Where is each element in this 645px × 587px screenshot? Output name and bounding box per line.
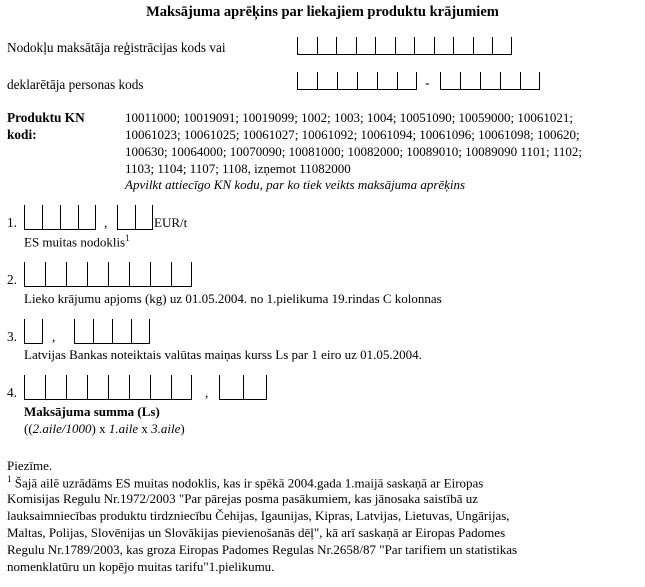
products-label-line2: kodi: xyxy=(7,127,37,142)
item-1-caption-text: ES muitas nodoklis xyxy=(24,234,126,250)
products-instruction: Apvilkt attiecīgo KN kodu, par ko tiek veikts maksājuma aprēķins xyxy=(125,177,466,192)
item-3-number: 3. xyxy=(7,329,17,344)
formula-part: 2.aile/1000 xyxy=(32,421,92,436)
item-2-number: 2. xyxy=(7,272,17,287)
products-codes-line: 10061023; 10061025; 10061027; 10061092; 10061094; 10061096; 10061098; 100620; xyxy=(125,127,580,142)
item-1-comma: , xyxy=(104,215,108,230)
item-1-number: 1. xyxy=(7,215,17,230)
note-line: Maltas, Polijas, Slovēnijas un Slovākijas pievienošanās dēļ", kā arī saskaņā ar Eiropas Padomes xyxy=(7,525,506,540)
products-codes-line: 10011000; 10019091; 10019099; 1002; 1003; 1004; 10051090; 10059000; 10061021; xyxy=(125,110,574,125)
tax-id-boxes[interactable] xyxy=(297,37,512,55)
item-2-boxes[interactable] xyxy=(24,262,192,287)
formula-part: 3.aile xyxy=(151,421,181,436)
item-3-integer-boxes[interactable] xyxy=(24,319,43,344)
note-heading: Piezīme. xyxy=(7,458,53,473)
products-codes-line: 100630; 10064000; 10070090; 10081000; 10082000; 10089010; 10089090 1101; 1102; xyxy=(125,144,582,159)
note-text: Šajā ailē uzrādāms ES muitas nodoklis, kas ir spēkā 2004.gada 1.maijā saskaņā ar Eiropas xyxy=(14,475,484,491)
note-line: Komisijas Regulu Nr.1972/2003 "Par pārejas posma pasākumiem, kas jānosaka saistībā uz xyxy=(7,491,479,506)
item-3-decimal-boxes[interactable] xyxy=(74,319,150,344)
item-4-caption: Maksājuma summa (Ls) xyxy=(24,404,160,419)
item-1-unit: EUR/t xyxy=(154,215,188,230)
personal-code-label: deklarētāja personas kods xyxy=(7,77,144,92)
products-label-line1: Produktu KN xyxy=(7,110,85,125)
personal-code-boxes-part2[interactable] xyxy=(440,72,540,90)
item-4-integer-boxes[interactable] xyxy=(24,375,192,400)
note-line: nomenklatūru un kopējo muitas tarifu"1.pielikumu. xyxy=(7,559,275,574)
formula-part: x xyxy=(138,421,152,436)
products-codes-line: 1103; 1104; 1107; 1108, izņemot 11082000 xyxy=(125,161,351,176)
page-title: Maksājuma aprēķins par liekajiem produktu krājumiem xyxy=(146,4,499,20)
code-separator: - xyxy=(425,75,430,90)
formula-part: 1.aile xyxy=(108,421,139,436)
item-2-caption: Lieko krājumu apjoms (kg) uz 01.05.2004. no 1.pielikuma 19.rindas C kolonnas xyxy=(24,291,442,306)
formula-part: ) x xyxy=(91,421,109,436)
item-4-formula xyxy=(24,421,185,437)
item-3-caption: Latvijas Bankas noteiktais valūtas maiņas kurss Ls par 1 eiro uz 01.05.2004. xyxy=(24,347,422,362)
item-4-comma: , xyxy=(205,385,209,400)
footnote-ref: 1 xyxy=(125,233,130,243)
note-line xyxy=(7,474,639,491)
footnote-marker: 1 xyxy=(7,474,12,484)
formula-part: ) xyxy=(180,421,185,436)
formula-part: (( xyxy=(24,421,33,436)
tax-id-label: Nodokļu maksātāja reģistrācijas kods vai xyxy=(7,40,226,55)
item-3-comma: , xyxy=(52,329,56,344)
item-4-decimal-boxes[interactable] xyxy=(219,375,267,400)
item-4-number: 4. xyxy=(7,385,17,400)
note-line: lauksaimniecības produktu tirdzniecību Čehijas, Igaunijas, Kipras, Latvijas, Lietuvas, Ungārijas, xyxy=(7,508,510,523)
item-1-integer-boxes[interactable] xyxy=(24,205,96,230)
item-1-caption xyxy=(24,233,130,250)
personal-code-boxes-part1[interactable] xyxy=(297,72,417,90)
item-1-decimal-boxes[interactable] xyxy=(117,205,153,230)
note-line: Regulu Nr.1789/2003, kas groza Eiropas Padomes Regulas Nr.2658/87 "Par tarifiem un statistikas xyxy=(7,542,518,557)
